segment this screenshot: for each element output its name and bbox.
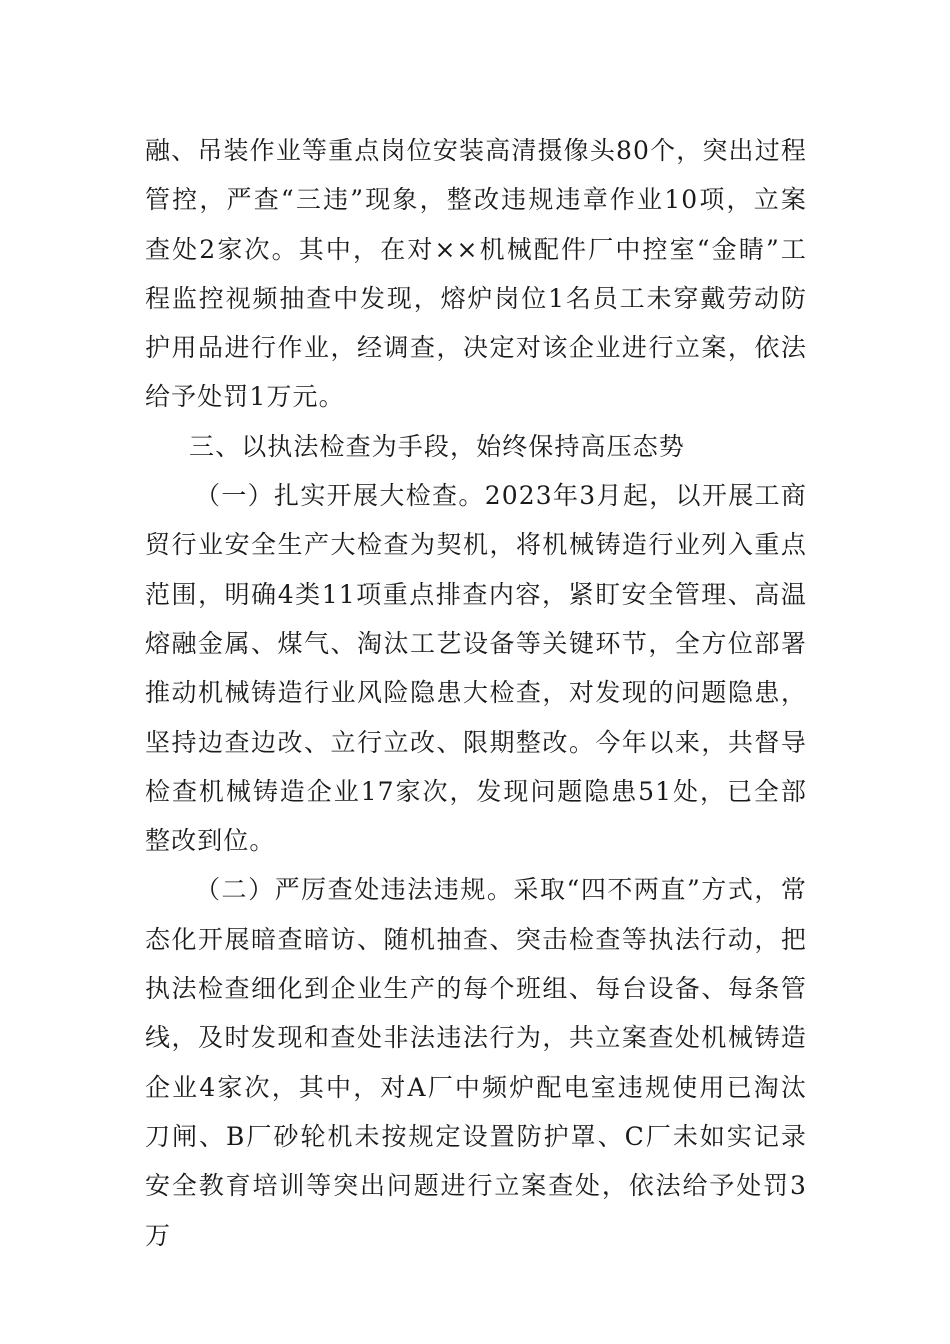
paragraph-investigate-violations: （二）严厉查处违法违规。采取“四不两直”方式，常态化开展暗查暗访、随机抽查、突击检查等执法行动，把执法检查细化到企业生产的每个班组、每台设备、每条管线，及时发现和查处非法违法行为，共立案查处机械铸造企业4家次，其中，对A厂中频炉配电室违规使用已淘汰刀闸、B厂砂轮机未按规定设置防护罩、C厂未如实记录安全教育培训等突出问题进行立案查处，依法给予处罚3万 [145, 875, 807, 1250]
paragraph-inspection-cameras: 融、吊装作业等重点岗位安装高清摄像头80个，突出过程管控，严查“三违”现象，整改违规违章作业10项，立案查处2家次。其中，在对××机械配件厂中控室“金睛”工程监控视频抽查中发现，熔炉岗位1名员工未穿戴劳动防护用品进行作业，经调查，决定对该企业进行立案，依法给予处罚1万元。 [145, 136, 807, 412]
document-body [145, 126, 807, 1260]
section-heading-law-enforcement: 三、以执法检查为手段，始终保持高压态势 [189, 431, 685, 461]
paragraph-major-inspection: （一）扎实开展大检查。2023年3月起，以开展工商贸行业安全生产大检查为契机，将机械铸造行业列入重点范围，明确4类11项重点排查内容，紧盯安全管理、高温熔融金属、煤气、淘汰工艺设备等关键环节，全方位部署推动机械铸造行业风险隐患大检查，对发现的问题隐患，坚持边查边改、立行立改、限期整改。今年以来，共督导检查机械铸造企业17家次，发现问题隐患51处，已全部整改到位。 [145, 481, 807, 856]
